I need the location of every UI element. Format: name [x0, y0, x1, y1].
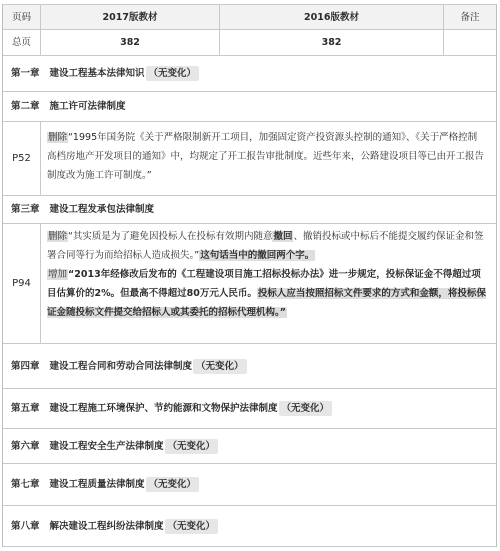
- added-text-highlight: 投标人应当按照招标文件要求的方式和金额，将投标保证金随投标文件提交给招标人或其委托的招标代理机构。”: [47, 288, 486, 318]
- table-header-row: [3, 4, 496, 30]
- chapter-4-heading: 第四章 建设工程合同和劳动合同法律制度 （无变化）: [3, 344, 496, 388]
- no-change-tag: （无变化）: [279, 401, 333, 416]
- no-change-tag: （无变化）: [146, 66, 200, 81]
- header-page-col: 页码: [3, 5, 41, 29]
- chapter-2-heading: 第二章 施工许可法律制度: [11, 101, 126, 112]
- chapter-5-row: [3, 389, 496, 429]
- chapter-2-row: [3, 92, 496, 122]
- chapter-8-row: [3, 506, 496, 547]
- total-label: 总页: [3, 30, 41, 55]
- p94-page-label: P94: [3, 224, 41, 343]
- no-change-tag: （无变化）: [165, 519, 219, 534]
- no-change-tag: （无变化）: [165, 439, 219, 454]
- header-2017-col: 2017版教材: [41, 5, 220, 29]
- p52-page-label: P52: [3, 122, 41, 195]
- p94-row: [3, 224, 496, 344]
- total-2017-value: 382: [41, 30, 220, 55]
- chapter-6-heading: 第六章 建设工程安全生产法律制度 （无变化）: [3, 429, 496, 463]
- comparison-table: [2, 4, 497, 547]
- chapter-8-heading: 第八章 解决建设工程纠纷法律制度 （无变化）: [3, 506, 496, 546]
- header-note-col: 备注: [444, 5, 496, 29]
- chapter-3-row: [3, 196, 496, 224]
- chapter-7-row: [3, 464, 496, 506]
- chapter-4-row: [3, 344, 496, 389]
- withdraw-highlight: 撤回: [273, 231, 293, 242]
- added-text: “2013年经修改后发布的《工程建设项目施工招标投标办法》进一步规定，投标保证金不得超过项目估算价的2%。但最高不得超过80万元人民币。: [47, 269, 481, 299]
- delete-note: 这句话当中的撤回两个字。: [200, 250, 315, 261]
- total-2016-value: 382: [220, 30, 444, 55]
- no-change-tag: （无变化）: [146, 477, 200, 492]
- p52-content: [41, 128, 492, 185]
- chapter-1-heading: 第一章 建设工程基本法律知识 （无变化）: [3, 56, 496, 91]
- delete-label: 删除: [48, 132, 68, 143]
- chapter-1-row: [3, 56, 496, 92]
- no-change-tag: （无变化）: [193, 359, 247, 374]
- header-2016-col: 2016版教材: [220, 5, 444, 29]
- p94-content: 删除“其实质是为了避免因投标人在投标有效期内随意撤回、撤销投标或中标后不能提交履约保证金和签署合同等行为而给招标人造成损失。”这句话当中的撤回两个字。 增加“2013年经修改后发布的《工程建设项目施工招标投标办法》进一步规定，投标保证金不得超过项目估算价的2%。但最高不得超过80万元人民币。投标人应当按照招标文件要求的方式和金额，将投标保证金随投标文件提交给招标人或其委托的招标代理机构。”: [47, 231, 486, 318]
- chapter-6-row: [3, 429, 496, 464]
- delete-label: 删除: [48, 231, 68, 242]
- chapter-5-heading: 第五章 建设工程施工环境保护、节约能源和文物保护法律制度 （无变化）: [3, 389, 496, 428]
- p52-deleted-text: “1995年国务院《关于严格限制新开工项目，加强固定资产投资源头控制的通知》、《关于严格控制高档房地产开发项目的通知》中，均规定了开工报告审批制度。近些年来，公路建设项目等已由开工报告制度改为施工许可制度。”: [47, 132, 485, 181]
- total-note: [444, 30, 496, 55]
- total-pages-row: [3, 30, 496, 56]
- add-label: 增加: [48, 269, 68, 280]
- chapter-3-heading: 第三章 建设工程发承包法律制度: [11, 204, 155, 215]
- chapter-7-heading: 第七章 建设工程质量法律制度 （无变化）: [3, 464, 496, 505]
- p52-row: [3, 122, 496, 196]
